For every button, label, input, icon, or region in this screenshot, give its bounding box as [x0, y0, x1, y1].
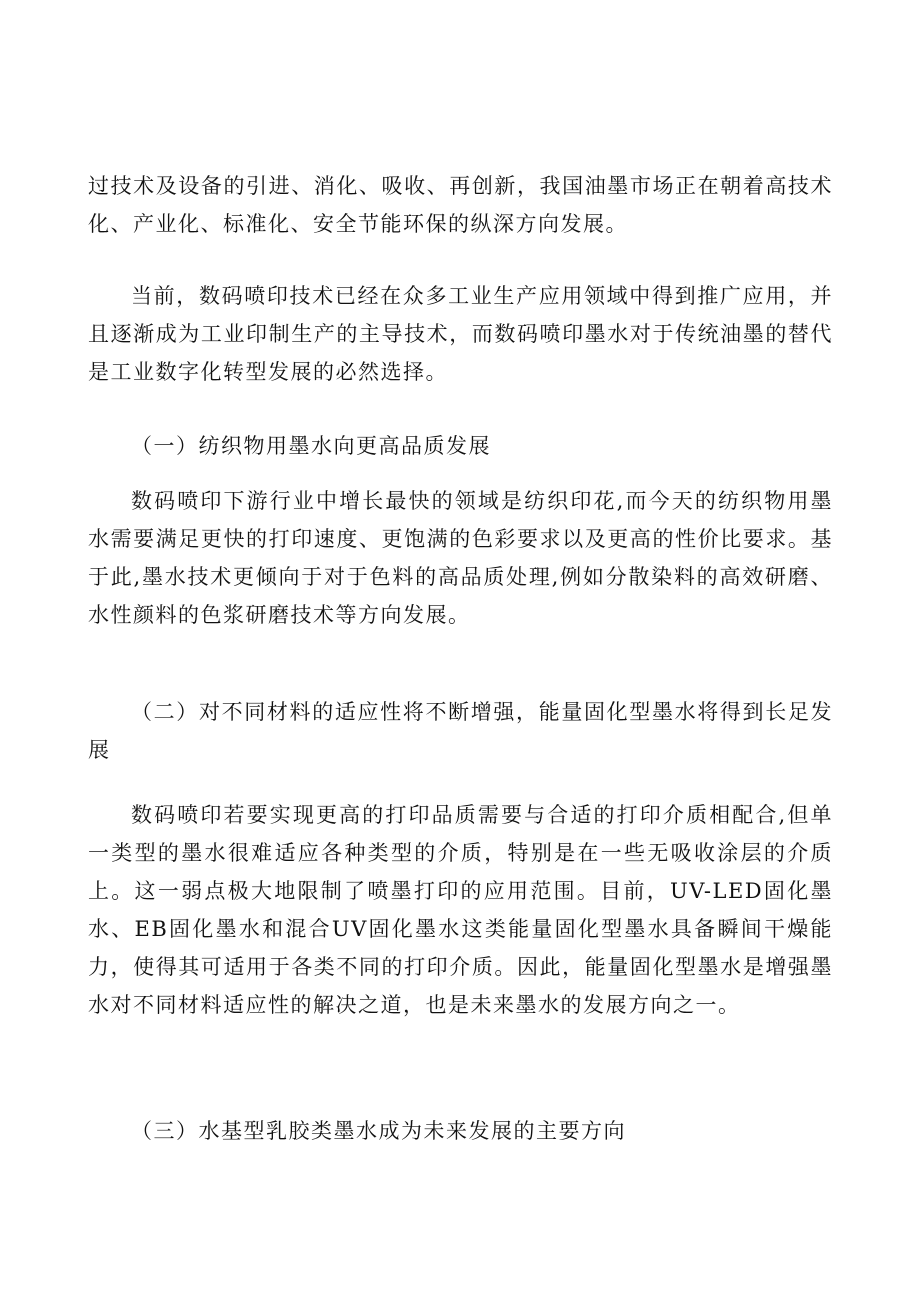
section-heading-1: （一）纺织物用墨水向更高品质发展 — [131, 434, 491, 458]
paragraph-textile-ink: 数码喷印下游行业中增长最快的领域是纺织印花,而今天的纺织物用墨水需要满足更快的打印速度、更饱满的色彩要求以及更高的性价比要求。基于此,墨水技术更倾向于对于色料的高品质处理,例如分散染料的高效研磨、水性颜料的色浆研磨技术等方向发展。 — [88, 489, 833, 627]
paragraph-energy-curing: 数码喷印若要实现更高的打印品质需要与合适的打印介质相配合,但单一类型的墨水很难适应各种类型的介质，特别是在一些无吸收涂层的介质上。这一弱点极大地限制了喷墨打印的应用范围。目前，UV-LED固化墨水、EB固化墨水和混合UV固化墨水这类能量固化型墨水具备瞬间干燥能力，使得其可适用于各类不同的打印介质。因此，能量固化型墨水是增强墨水对不同材料适应性的解决之道，也是未来墨水的发展方向之一。 — [88, 803, 833, 1017]
section-heading-2: （二）对不同材料的适应性将不断增强，能量固化型墨水将得到长足发展 — [88, 700, 833, 762]
paragraph-intro-continuation: 过技术及设备的引进、消化、吸收、再创新，我国油墨市场正在朝着高技术化、产业化、标准化、安全节能环保的纵深方向发展。 — [88, 174, 833, 236]
paragraph-digital-inkjet: 当前，数码喷印技术已经在众多工业生产应用领域中得到推广应用，并且逐渐成为工业印制生产的主导技术，而数码喷印墨水对于传统油墨的替代是工业数字化转型发展的必然选择。 — [88, 284, 833, 384]
section-heading-3: （三）水基型乳胶类墨水成为未来发展的主要方向 — [131, 1119, 626, 1143]
